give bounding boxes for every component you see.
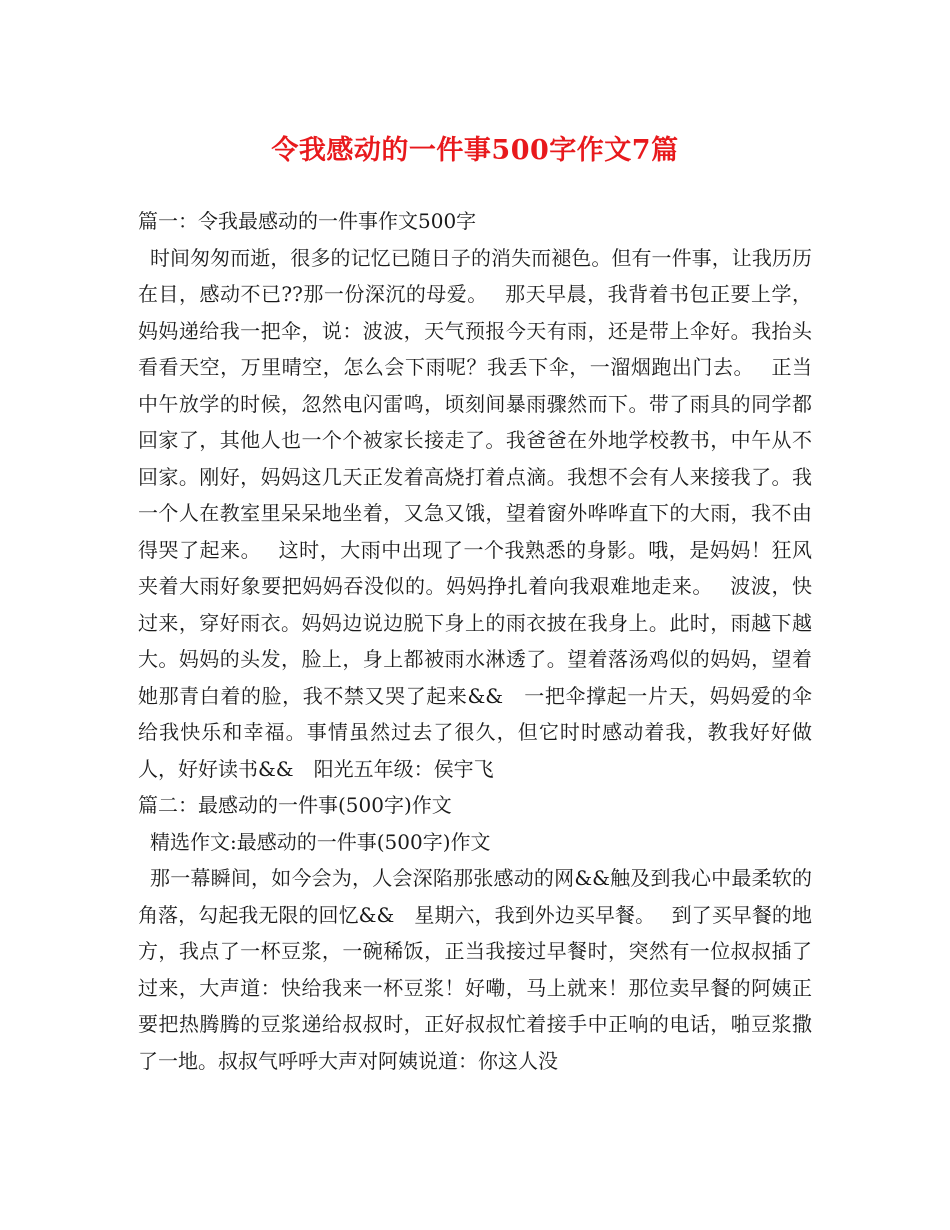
page-title: 令我感动的一件事500字作文7篇 — [271, 135, 679, 166]
document-body — [138, 203, 812, 1079]
section-2-heading: 篇二：最感动的一件事(500字)作文 — [138, 793, 452, 817]
section-2-subheading: 精选作文:最感动的一件事(500字)作文 — [150, 829, 491, 854]
section-2-paragraph: 那一幕瞬间，如今会为，人会深陷那张感动的网&&触及到我心中最柔软的角落，勾起我无限的回忆&& 星期六，我到外边买早餐。 到了买早餐的地方，我点了一杯豆浆，一碗稀饭，正当我接过早餐时，突然有一位叔叔插了过来，大声道：快给我来一杯豆浆！好嘞，马上就来！那位卖早餐的阿姨正要把热腾腾的豆浆递给叔叔时，正好叔叔忙着接手中正响的电话，啪豆浆撒了一地。叔叔气呼呼大声对阿姨说道：你这人没 — [138, 866, 812, 1073]
section-1-paragraph: 时间匆匆而逝，很多的记忆已随日子的消失而褪色。但有一件事，让我历历在目，感动不已??那一份深沉的母爱。 那天早晨，我背着书包正要上学，妈妈递给我一把伞，说：波波，天气预报今天有雨，还是带上伞好。我抬头看看天空，万里晴空，怎么会下雨呢？我丢下伞，一溜烟跑出门去。 正当中午放学的时候，忽然电闪雷鸣，顷刻间暴雨骤然而下。带了雨具的同学都回家了，其他人也一个个被家长接走了。我爸爸在外地学校教书，中午从不回家。刚好，妈妈这几天正发着高烧打着点滴。我想不会有人来接我了。我一个人在教室里呆呆地坐着，又急又饿，望着窗外哗哗直下的大雨，我不由得哭了起来。 这时，大雨中出现了一个我熟悉的身影。哦，是妈妈！狂风夹着大雨好象要把妈妈吞没似的。妈妈挣扎着向我艰难地走来。 波波，快过来，穿好雨衣。妈妈边说边脱下身上的雨衣披在我身上。此时，雨越下越大。妈妈的头发，脸上，身上都被雨水淋透了。望着落汤鸡似的妈妈，望着她那青白着的脸，我不禁又哭了起来&& 一把伞撑起一片天，妈妈爱的伞给我快乐和幸福。事情虽然过去了很久，但它时时感动着我，教我好好做人，好好读书&& 阳光五年级：侯宇飞 — [138, 245, 812, 781]
section-1-heading: 篇一：令我最感动的一件事作文500字 — [138, 209, 477, 233]
